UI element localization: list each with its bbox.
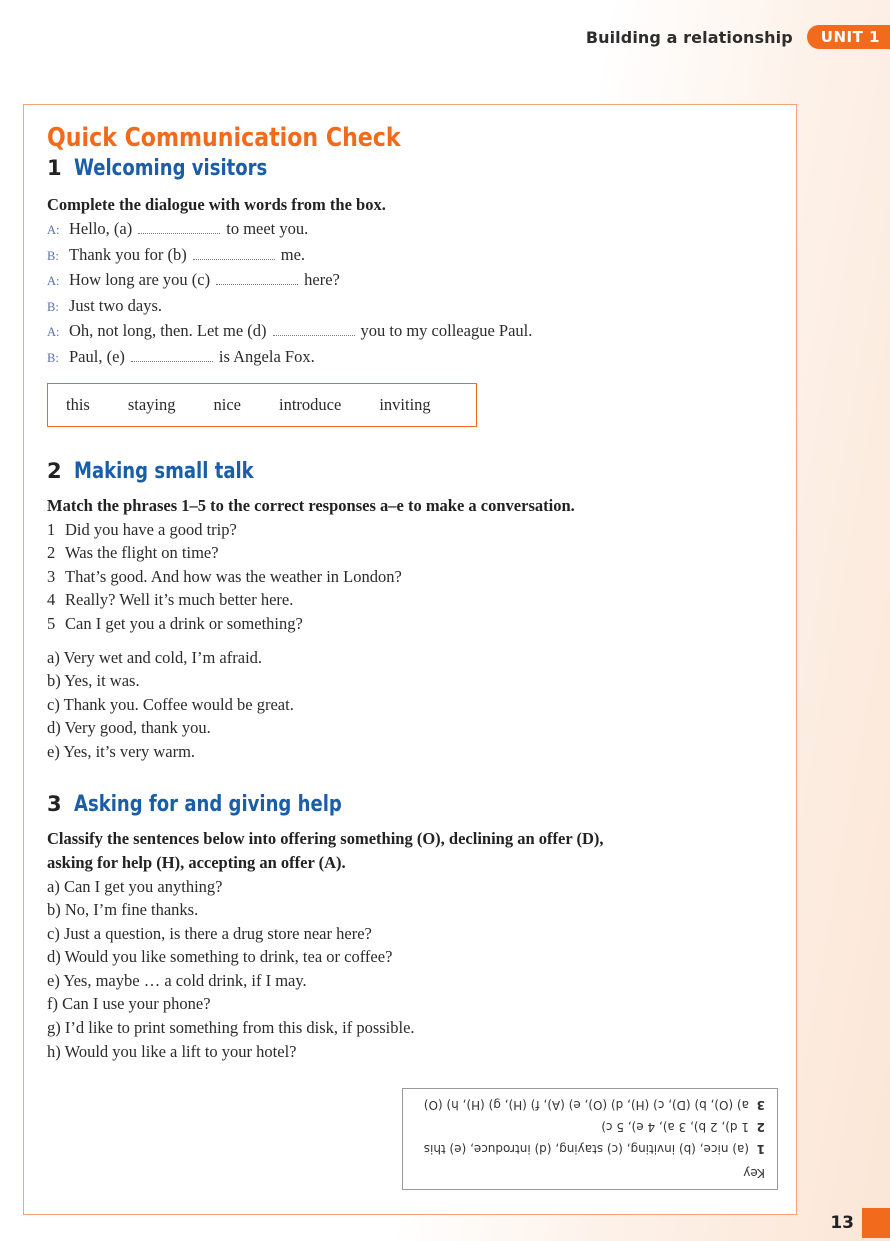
list-item: b) Yes, it was. — [47, 671, 140, 691]
dialogue-line: A: How long are you (c) here? — [47, 270, 340, 290]
phrase-list — [47, 518, 787, 636]
main-title: Quick Communication Check — [47, 123, 401, 153]
section-3-instruction-cont: asking for help (H), accepting an offer (A). — [47, 852, 346, 872]
answer-blank[interactable] — [216, 274, 298, 285]
answer-blank[interactable] — [193, 249, 275, 260]
answer-blank[interactable] — [273, 325, 355, 336]
sentence-list — [47, 875, 787, 1064]
list-item: c) Thank you. Coffee would be great. — [47, 694, 294, 714]
word-option: inviting — [379, 394, 431, 414]
section-number: 3 — [47, 791, 62, 816]
word-option: nice — [213, 394, 241, 414]
list-item: 4 Really? Well it’s much better here. — [47, 590, 294, 610]
answer-key-box — [402, 1088, 778, 1190]
dialogue-line: B: Thank you for (b) me. — [47, 244, 306, 264]
word-option: introduce — [279, 394, 342, 414]
dialogue — [47, 217, 787, 371]
list-item: 1 Did you have a good trip? — [47, 519, 237, 539]
list-item: h) Would you like a lift to your hotel? — [47, 1041, 297, 1061]
page-header — [586, 24, 890, 50]
key-line: 3a) (O), b) (D), c) (H), d) (O), e) (A), f) (H), g) (H), h) (O) — [423, 1098, 765, 1112]
dialogue-line: A: Hello, (a) to meet you. — [47, 219, 309, 238]
answer-blank[interactable] — [138, 223, 220, 234]
section-3-instruction: Classify the sentences below into offering something (O), declining an offer (D), — [47, 828, 604, 848]
chapter-title: Building a relationship — [585, 27, 793, 47]
list-item: 2 Was the flight on time? — [47, 543, 219, 563]
section-1-instruction: Complete the dialogue with words from the box. — [47, 195, 386, 214]
section-1-heading — [47, 156, 787, 181]
exercise-content — [47, 120, 787, 1063]
dialogue-line: A: Oh, not long, then. Let me (d) you to my colleague Paul. — [47, 321, 533, 341]
list-item: g) I’d like to print something from this disk, if possible. — [47, 1018, 415, 1038]
key-line: 1(a) nice, (b) inviting, (c) staying, (d) introduce, (e) this — [423, 1142, 765, 1156]
response-list — [47, 646, 787, 764]
word-box — [47, 383, 477, 427]
word-option: staying — [127, 394, 176, 414]
section-2-instruction: Match the phrases 1–5 to the correct responses a–e to make a conversation. — [47, 495, 575, 515]
dialogue-line: B: Paul, (e) is Angela Fox. — [47, 346, 315, 366]
list-item: f) Can I use your phone? — [47, 994, 211, 1014]
list-item: 5 Can I get you a drink or something? — [47, 613, 303, 633]
list-item: d) Would you like something to drink, tea or coffee? — [47, 947, 393, 967]
dialogue-line: B: Just two days. — [47, 295, 163, 315]
list-item: a) Very wet and cold, I’m afraid. — [47, 647, 263, 667]
key-heading: Key — [743, 1166, 765, 1180]
list-item: a) Can I get you anything? — [47, 876, 223, 896]
page-number-tab — [862, 1208, 890, 1238]
list-item: c) Just a question, is there a drug store near here? — [47, 923, 372, 943]
section-number: 1 — [47, 156, 62, 180]
section-title: Asking for and giving help — [73, 791, 342, 817]
answer-key-upside-down — [403, 1089, 777, 1189]
section-title: Welcoming visitors — [73, 156, 267, 181]
list-item: 3 That’s good. And how was the weather in London? — [47, 566, 402, 586]
list-item: b) No, I’m fine thanks. — [47, 900, 199, 920]
page-number-text: 13 — [830, 1213, 854, 1233]
section-2-heading — [47, 459, 787, 484]
unit-badge: UNIT 1 — [807, 25, 890, 49]
section-number: 2 — [47, 458, 62, 483]
list-item: e) Yes, it’s very warm. — [47, 741, 196, 761]
section-3-heading — [47, 792, 787, 817]
key-line: 21 d), 2 b), 3 a), 4 e), 5 c) — [601, 1120, 765, 1134]
list-item: d) Very good, thank you. — [47, 718, 211, 738]
word-option: this — [66, 394, 90, 414]
page-number — [830, 1205, 890, 1241]
answer-blank[interactable] — [131, 351, 213, 362]
list-item: e) Yes, maybe … a cold drink, if I may. — [47, 970, 307, 990]
section-title: Making small talk — [73, 458, 254, 484]
